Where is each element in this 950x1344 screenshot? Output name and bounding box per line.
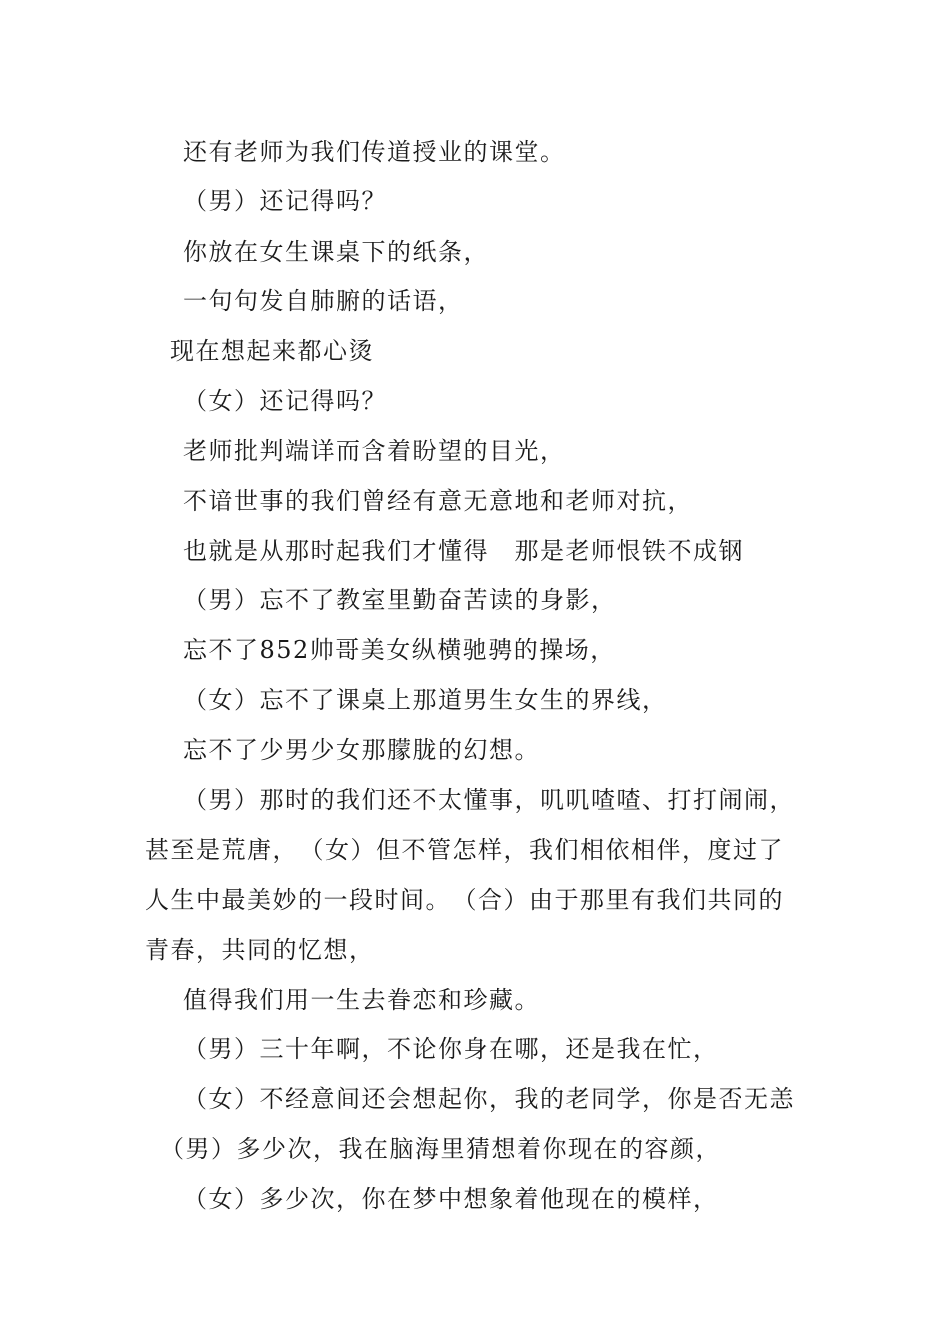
- text-line: 一句句发自肺腑的话语，: [183, 287, 464, 315]
- text-line: 人生中最美妙的一段时间。 （合）由于那里有我们共同的: [145, 886, 784, 914]
- text-line: 你放在女生课桌下的纸条，: [183, 238, 489, 266]
- text-line: （女）多少次，你在梦中想象着他现在的模样，: [183, 1185, 719, 1213]
- text-line: （女）不经意间还会想起你，我的老同学，你是否无恙: [183, 1085, 795, 1113]
- text-line: 甚至是荒唐， （女）但不管怎样，我们相依相伴，度过了: [145, 836, 784, 864]
- text-line: 还有老师为我们传道授业的课堂。: [183, 138, 566, 166]
- text-line: 青春，共同的忆想，: [145, 936, 375, 964]
- text-line: 值得我们用一生去眷恋和珍藏。: [183, 986, 540, 1014]
- text-line: 老师批判端详而含着盼望的目光，: [183, 437, 566, 465]
- text-line: 忘不了852帅哥美女纵横驰骋的操场，: [183, 636, 616, 664]
- text-line: （女）还记得吗？: [183, 387, 387, 415]
- text-line: 也就是从那时起我们才懂得 那是老师恨铁不成钢: [183, 537, 744, 565]
- text-line: （男）忘不了教室里勤奋苦读的身影，: [183, 586, 617, 614]
- text-line: （女）忘不了课桌上那道男生女生的界线，: [183, 686, 668, 714]
- text-line: （男）那时的我们还不太懂事，叽叽喳喳、打打闹闹，: [183, 786, 795, 814]
- text-line: 现在想起来都心烫: [170, 337, 374, 365]
- text-line: （男）三十年啊，不论你身在哪，还是我在忙，: [183, 1035, 719, 1063]
- text-line: 忘不了少男少女那朦胧的幻想。: [183, 736, 540, 764]
- text-line: 不谙世事的我们曾经有意无意地和老师对抗，: [183, 487, 693, 515]
- text-line: （男）还记得吗？: [183, 187, 387, 215]
- text-line: （男）多少次，我在脑海里猜想着你现在的容颜，: [160, 1135, 721, 1163]
